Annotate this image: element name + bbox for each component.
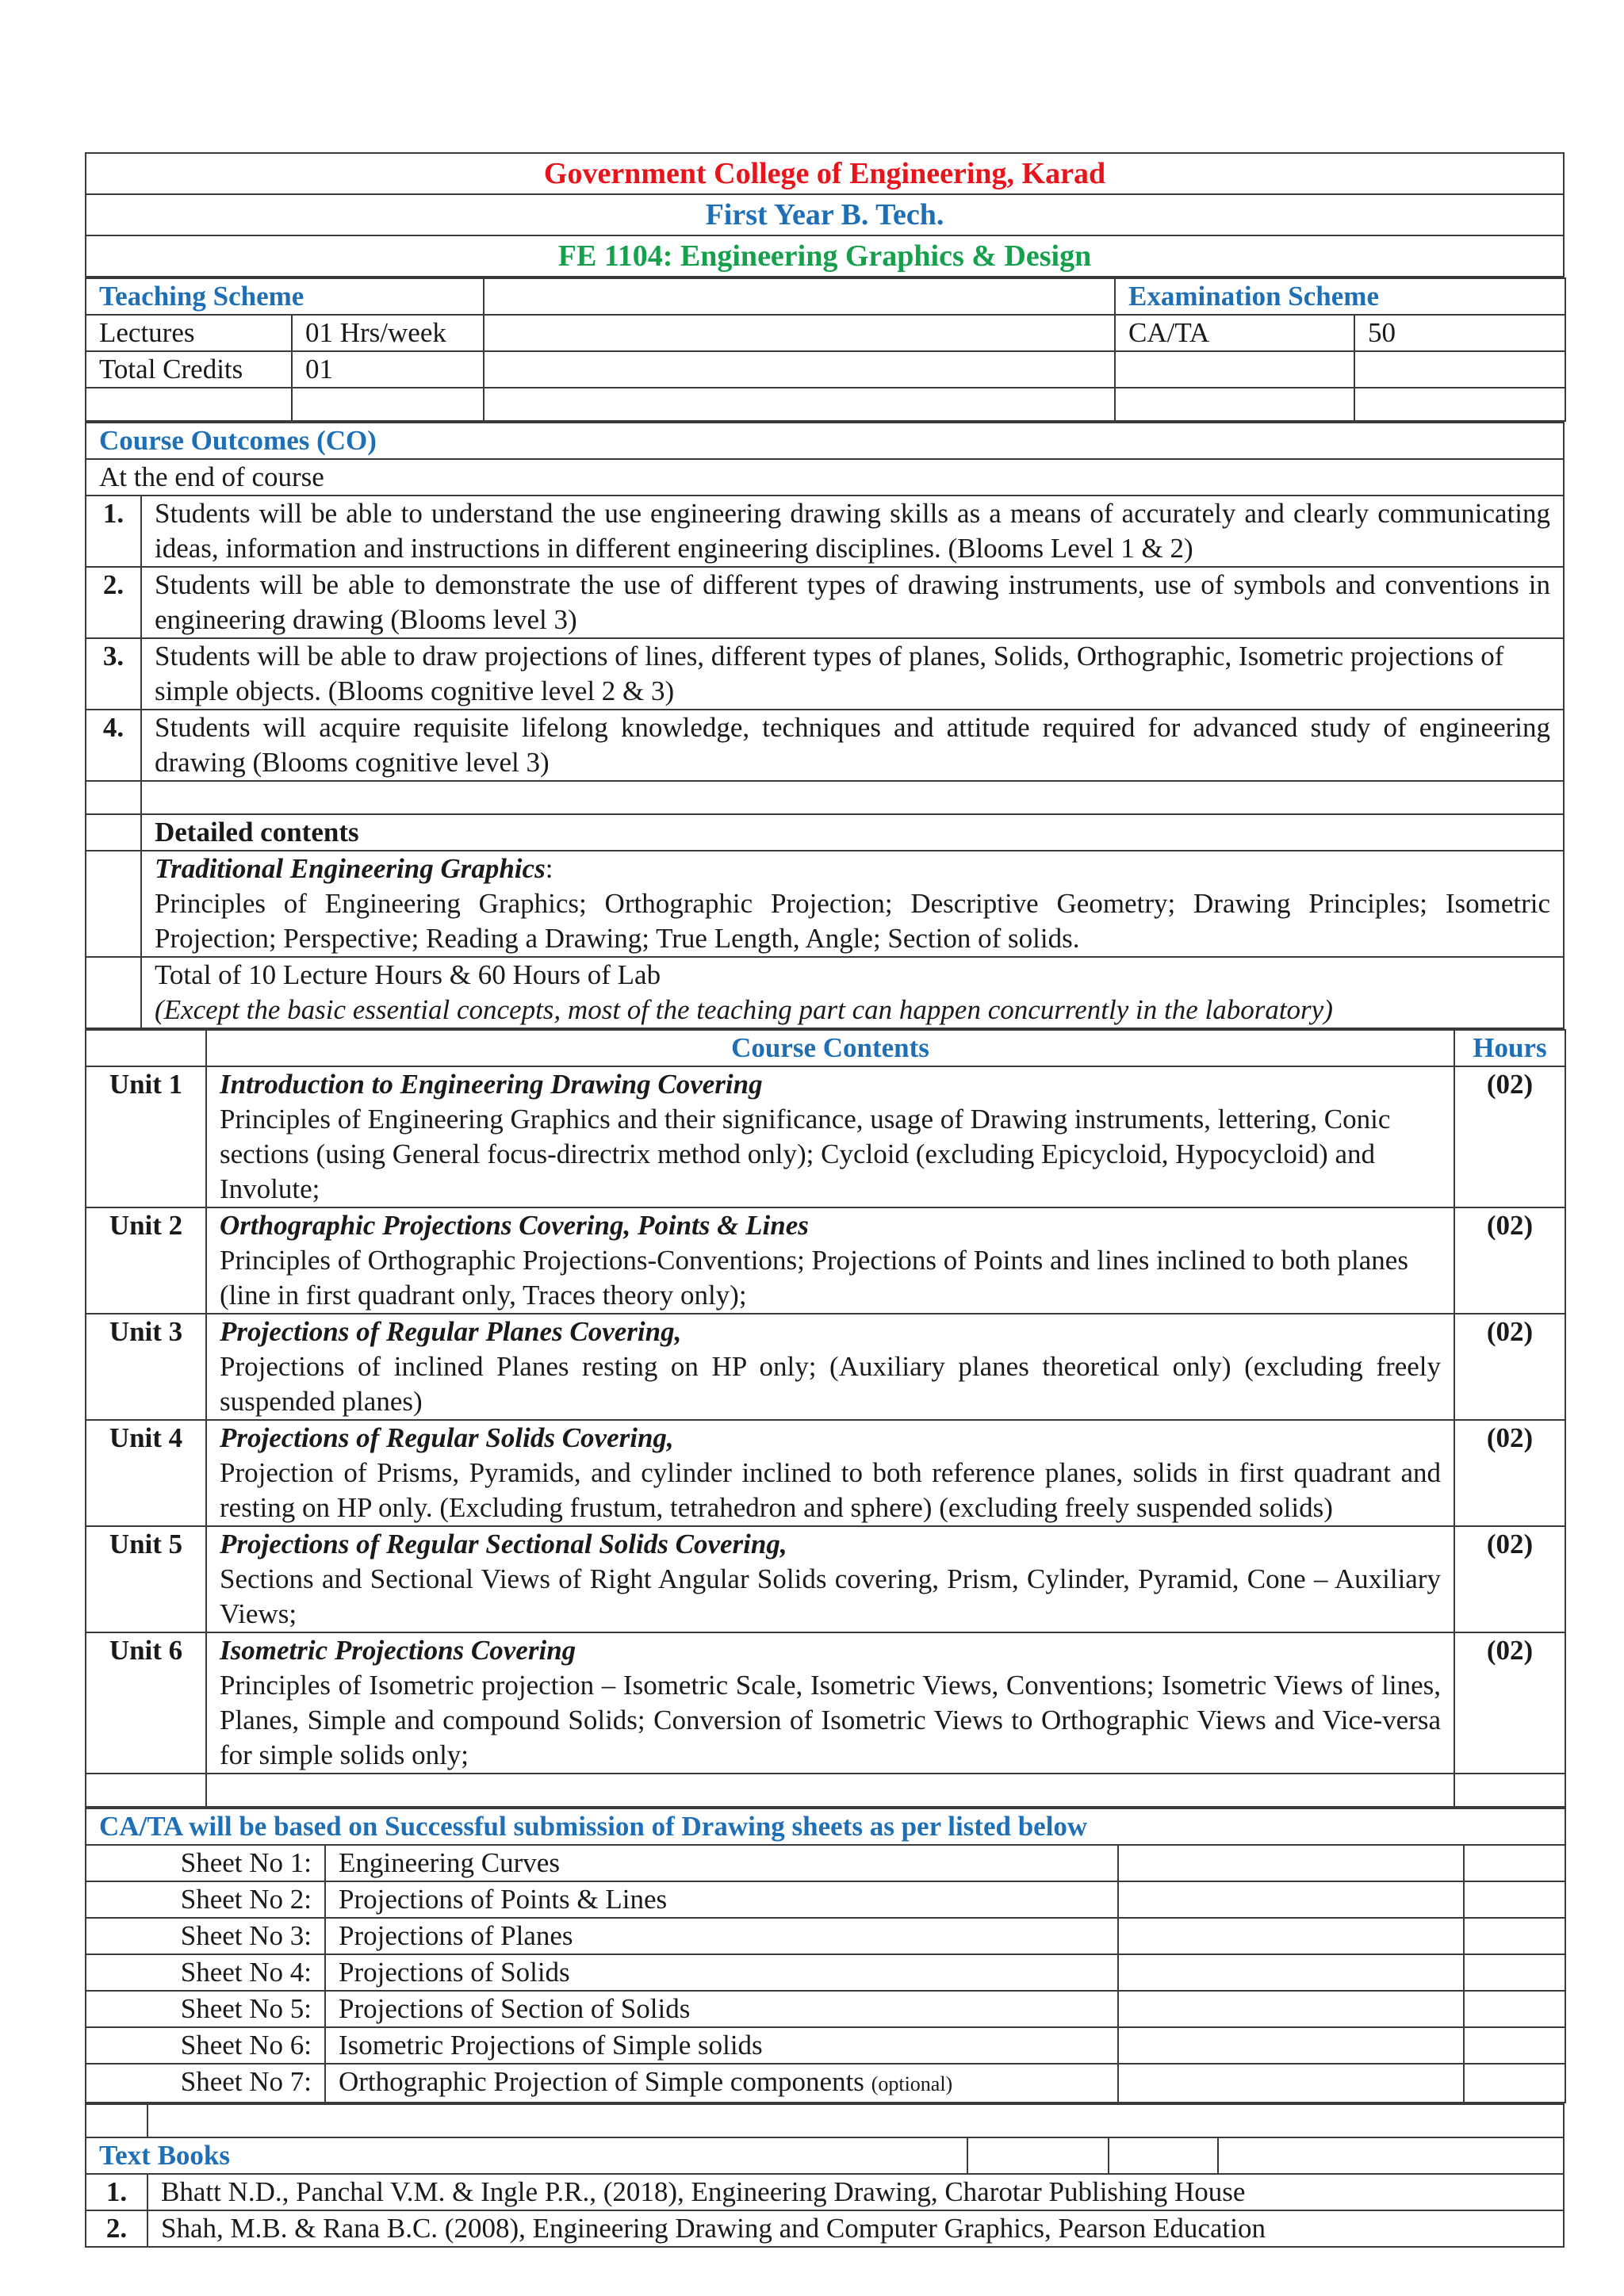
unit-label: Unit 6 — [86, 1632, 206, 1774]
program-year: First Year B. Tech. — [86, 194, 1564, 235]
unit-text: Projection of Prisms, Pyramids, and cylinder inclined to both reference planes, solids in first quadrant and resting on HP only. (Excluding frustum, tetrahedron and sphere) (excluding freely suspended solids) — [220, 1457, 1441, 1523]
empty-cell — [1464, 1845, 1565, 1881]
unit-row — [86, 1314, 1565, 1420]
traditional-section — [141, 851, 1564, 957]
unit-label: Unit 5 — [86, 1526, 206, 1632]
lectures-value: 01 Hrs/week — [292, 315, 484, 351]
sheets-title: CA/TA will be based on Successful submission of Drawing sheets as per listed below — [86, 1808, 1565, 1845]
empty-cell — [86, 814, 141, 851]
empty-cell — [1118, 1881, 1464, 1918]
unit-label: Unit 4 — [86, 1420, 206, 1526]
outcome-item — [86, 496, 1564, 567]
lectures-label: Lectures — [86, 315, 292, 351]
exam-component: CA/TA — [1115, 315, 1354, 351]
unit-content — [206, 1314, 1454, 1420]
teaching-scheme-label: Teaching Scheme — [86, 278, 484, 315]
empty-cell — [1118, 1991, 1464, 2027]
empty-cell — [86, 851, 141, 957]
empty-cell — [1118, 2027, 1464, 2064]
sheet-row — [86, 1918, 1565, 1954]
scheme-spacer — [1354, 351, 1565, 388]
traditional-colon: : — [545, 853, 553, 884]
unit-row — [86, 1066, 1565, 1207]
sheet-row — [86, 1881, 1565, 1918]
textbook-text: Shah, M.B. & Rana B.C. (2008), Engineering Drawing and Computer Graphics, Pearson Education — [147, 2210, 1564, 2247]
sheet-row — [86, 1954, 1565, 1991]
outcome-item — [86, 710, 1564, 781]
unit-text: Principles of Isometric projection – Isometric Scale, Isometric Views, Conventions; Isometric Views of lines, Planes, Simple and compound Solids; Conversion of Isometric Views to Orthographic Views and Vice-versa for simple solids only; — [220, 1670, 1441, 1770]
unit-row — [86, 1420, 1565, 1526]
unit-title: Projections of Regular Planes Covering, — [220, 1316, 682, 1347]
unit-row — [86, 1632, 1565, 1774]
empty-cell — [86, 2104, 147, 2137]
unit-title: Orthographic Projections Covering, Points & Lines — [220, 1210, 809, 1241]
empty-cell — [484, 388, 1115, 421]
outcome-number: 1. — [86, 496, 141, 567]
outcome-item — [86, 638, 1564, 710]
sheet-number: Sheet No 4: — [86, 1954, 325, 1991]
empty-cell — [1454, 1774, 1565, 1807]
sheet-name-text: Projections of Points & Lines — [339, 1884, 668, 1915]
hours-header: Hours — [1454, 1030, 1565, 1066]
unit-label: Unit 3 — [86, 1314, 206, 1420]
sheet-name — [325, 2064, 1118, 2103]
outcomes-intro: At the end of course — [86, 459, 1564, 496]
empty-cell — [1118, 2064, 1464, 2103]
empty-cell — [1464, 2064, 1565, 2103]
sheet-name — [325, 2027, 1118, 2064]
lab-note: (Except the basic essential concepts, most of the teaching part can happen concurrently in the laboratory) — [155, 994, 1333, 1025]
unit-text: Principles of Engineering Graphics and their significance, usage of Drawing instruments, lettering, Conic sections (using General focus-directrix method only); Cycloid (excluding Epicycloid, Hypocycloid) and Involute; — [220, 1104, 1391, 1204]
outcome-text: Students will be able to demonstrate the use of different types of drawing instruments, use of symbols and conventions in engineering drawing (Blooms level 3) — [141, 567, 1564, 638]
unit-text: Sections and Sectional Views of Right Angular Solids covering, Prism, Cylinder, Pyramid, Cone – Auxiliary Views; — [220, 1563, 1441, 1629]
course-contents-header: Course Contents — [206, 1030, 1454, 1066]
traditional-title: Traditional Engineering Graphics — [155, 853, 546, 884]
sheet-name-text: Orthographic Projection of Simple components — [339, 2066, 864, 2097]
unit-label: Unit 2 — [86, 1207, 206, 1314]
sheet-name — [325, 1918, 1118, 1954]
empty-cell — [1118, 1954, 1464, 1991]
unit-row — [86, 1207, 1565, 1314]
unit-title: Introduction to Engineering Drawing Covering — [220, 1069, 763, 1100]
outcome-number: 2. — [86, 567, 141, 638]
empty-cell — [1464, 1881, 1565, 1918]
sheet-row — [86, 2064, 1565, 2103]
empty-cell — [86, 1774, 206, 1807]
unit-hours: (02) — [1454, 1066, 1565, 1207]
sheet-name-text: Projections of Planes — [339, 1920, 573, 1951]
header-table — [85, 152, 1565, 277]
sheet-number: Sheet No 2: — [86, 1881, 325, 1918]
exam-marks: 50 — [1354, 315, 1565, 351]
unit-text: Principles of Orthographic Projections-Conventions; Projections of Points and lines inclined to both planes (line in first quadrant only, Traces theory only); — [220, 1245, 1408, 1311]
credits-label: Total Credits — [86, 351, 292, 388]
empty-cell — [141, 781, 1564, 814]
empty-cell — [86, 388, 292, 421]
outcome-text: Students will be able to draw projections of lines, different types of planes, Solids, Orthographic, Isometric projections of simple objects. (Blooms cognitive level 2 & 3) — [141, 638, 1564, 710]
empty-cell — [147, 2104, 1564, 2137]
outcome-item — [86, 567, 1564, 638]
unit-content — [206, 1066, 1454, 1207]
sheet-name — [325, 1881, 1118, 1918]
unit-label: Unit 1 — [86, 1066, 206, 1207]
exam-scheme-label: Examination Scheme — [1115, 278, 1565, 315]
textbook-item — [86, 2210, 1564, 2247]
sheet-number: Sheet No 3: — [86, 1918, 325, 1954]
sheet-name-text: Projections of Solids — [339, 1957, 570, 1988]
sheet-name — [325, 1991, 1118, 2027]
textbooks-title: Text Books — [86, 2137, 967, 2174]
empty-cell — [1354, 388, 1565, 421]
unit-hours: (02) — [1454, 1420, 1565, 1526]
unit-content — [206, 1526, 1454, 1632]
sheet-row — [86, 1991, 1565, 2027]
sheet-name-text: Isometric Projections of Simple solids — [339, 2030, 763, 2061]
course-title: FE 1104: Engineering Graphics & Design — [86, 235, 1564, 277]
empty-cell — [206, 1774, 1454, 1807]
textbook-item — [86, 2174, 1564, 2210]
empty-cell — [967, 2137, 1109, 2174]
outcome-number: 3. — [86, 638, 141, 710]
empty-cell — [292, 388, 484, 421]
outcomes-title: Course Outcomes (CO) — [86, 423, 1564, 459]
empty-cell — [86, 957, 141, 1028]
sheet-number: Sheet No 1: — [86, 1845, 325, 1881]
empty-cell — [86, 781, 141, 814]
sheet-row — [86, 1845, 1565, 1881]
sheet-number: Sheet No 6: — [86, 2027, 325, 2064]
textbook-text: Bhatt N.D., Panchal V.M. & Ingle P.R., (2018), Engineering Drawing, Charotar Publishing House — [147, 2174, 1564, 2210]
sheet-number: Sheet No 7: — [86, 2064, 325, 2103]
credits-value: 01 — [292, 351, 484, 388]
sheets-table — [85, 1808, 1566, 2103]
unit-title: Isometric Projections Covering — [220, 1635, 576, 1666]
unit-hours: (02) — [1454, 1526, 1565, 1632]
unit-title: Projections of Regular Sectional Solids Covering, — [220, 1529, 787, 1559]
outcome-text: Students will acquire requisite lifelong knowledge, techniques and attitude required for advanced study of engineering drawing (Blooms cognitive level 3) — [141, 710, 1564, 781]
empty-cell — [1464, 1991, 1565, 2027]
outcome-text: Students will be able to understand the use engineering drawing skills as a means of accurately and clearly communicating ideas, information and instructions in different engineering disciplines. (Blooms Level 1 & 2) — [141, 496, 1564, 567]
unit-text: Projections of inclined Planes resting on HP only; (Auxiliary planes theoretical only) (excluding freely suspended planes) — [220, 1351, 1441, 1417]
scheme-spacer — [484, 351, 1115, 388]
lecture-hours-section — [141, 957, 1564, 1028]
unit-content — [206, 1420, 1454, 1526]
unit-content — [206, 1207, 1454, 1314]
detailed-contents-title: Detailed contents — [141, 814, 1564, 851]
scheme-spacer — [484, 278, 1115, 315]
sheet-number: Sheet No 5: — [86, 1991, 325, 2027]
total-hours: Total of 10 Lecture Hours & 60 Hours of Lab — [155, 959, 661, 990]
contents-table — [85, 1029, 1566, 1808]
empty-cell — [1464, 1918, 1565, 1954]
sheet-name — [325, 1845, 1118, 1881]
textbook-number: 2. — [86, 2210, 147, 2247]
outcome-number: 4. — [86, 710, 141, 781]
textbooks-table — [85, 2103, 1565, 2248]
unit-hours: (02) — [1454, 1207, 1565, 1314]
sheet-name-text: Projections of Section of Solids — [339, 1993, 691, 2024]
empty-cell — [1118, 1918, 1464, 1954]
outcomes-table — [85, 422, 1565, 1029]
college-name: Government College of Engineering, Karad — [86, 153, 1564, 194]
sheet-row — [86, 2027, 1565, 2064]
unit-content — [206, 1632, 1454, 1774]
traditional-text: Principles of Engineering Graphics; Orthographic Projection; Descriptive Geometry; Drawing Principles; Isometric Projection; Perspective; Reading a Drawing; True Length, Angle; Section of solids. — [155, 888, 1550, 954]
unit-hours: (02) — [1454, 1632, 1565, 1774]
sheet-name — [325, 1954, 1118, 1991]
empty-cell — [1464, 1954, 1565, 1991]
unit-title: Projections of Regular Solids Covering, — [220, 1422, 674, 1453]
scheme-spacer — [484, 315, 1115, 351]
syllabus-page — [85, 152, 1565, 2248]
textbook-number: 1. — [86, 2174, 147, 2210]
empty-cell — [1109, 2137, 1218, 2174]
sheet-name-text: Engineering Curves — [339, 1847, 560, 1878]
scheme-table — [85, 277, 1566, 422]
empty-cell — [1218, 2137, 1564, 2174]
empty-cell — [1464, 2027, 1565, 2064]
scheme-spacer — [1115, 351, 1354, 388]
unit-row — [86, 1526, 1565, 1632]
empty-cell — [86, 1030, 206, 1066]
sheet-note: (optional) — [871, 2072, 953, 2095]
unit-hours: (02) — [1454, 1314, 1565, 1420]
empty-cell — [1118, 1845, 1464, 1881]
empty-cell — [1115, 388, 1354, 421]
